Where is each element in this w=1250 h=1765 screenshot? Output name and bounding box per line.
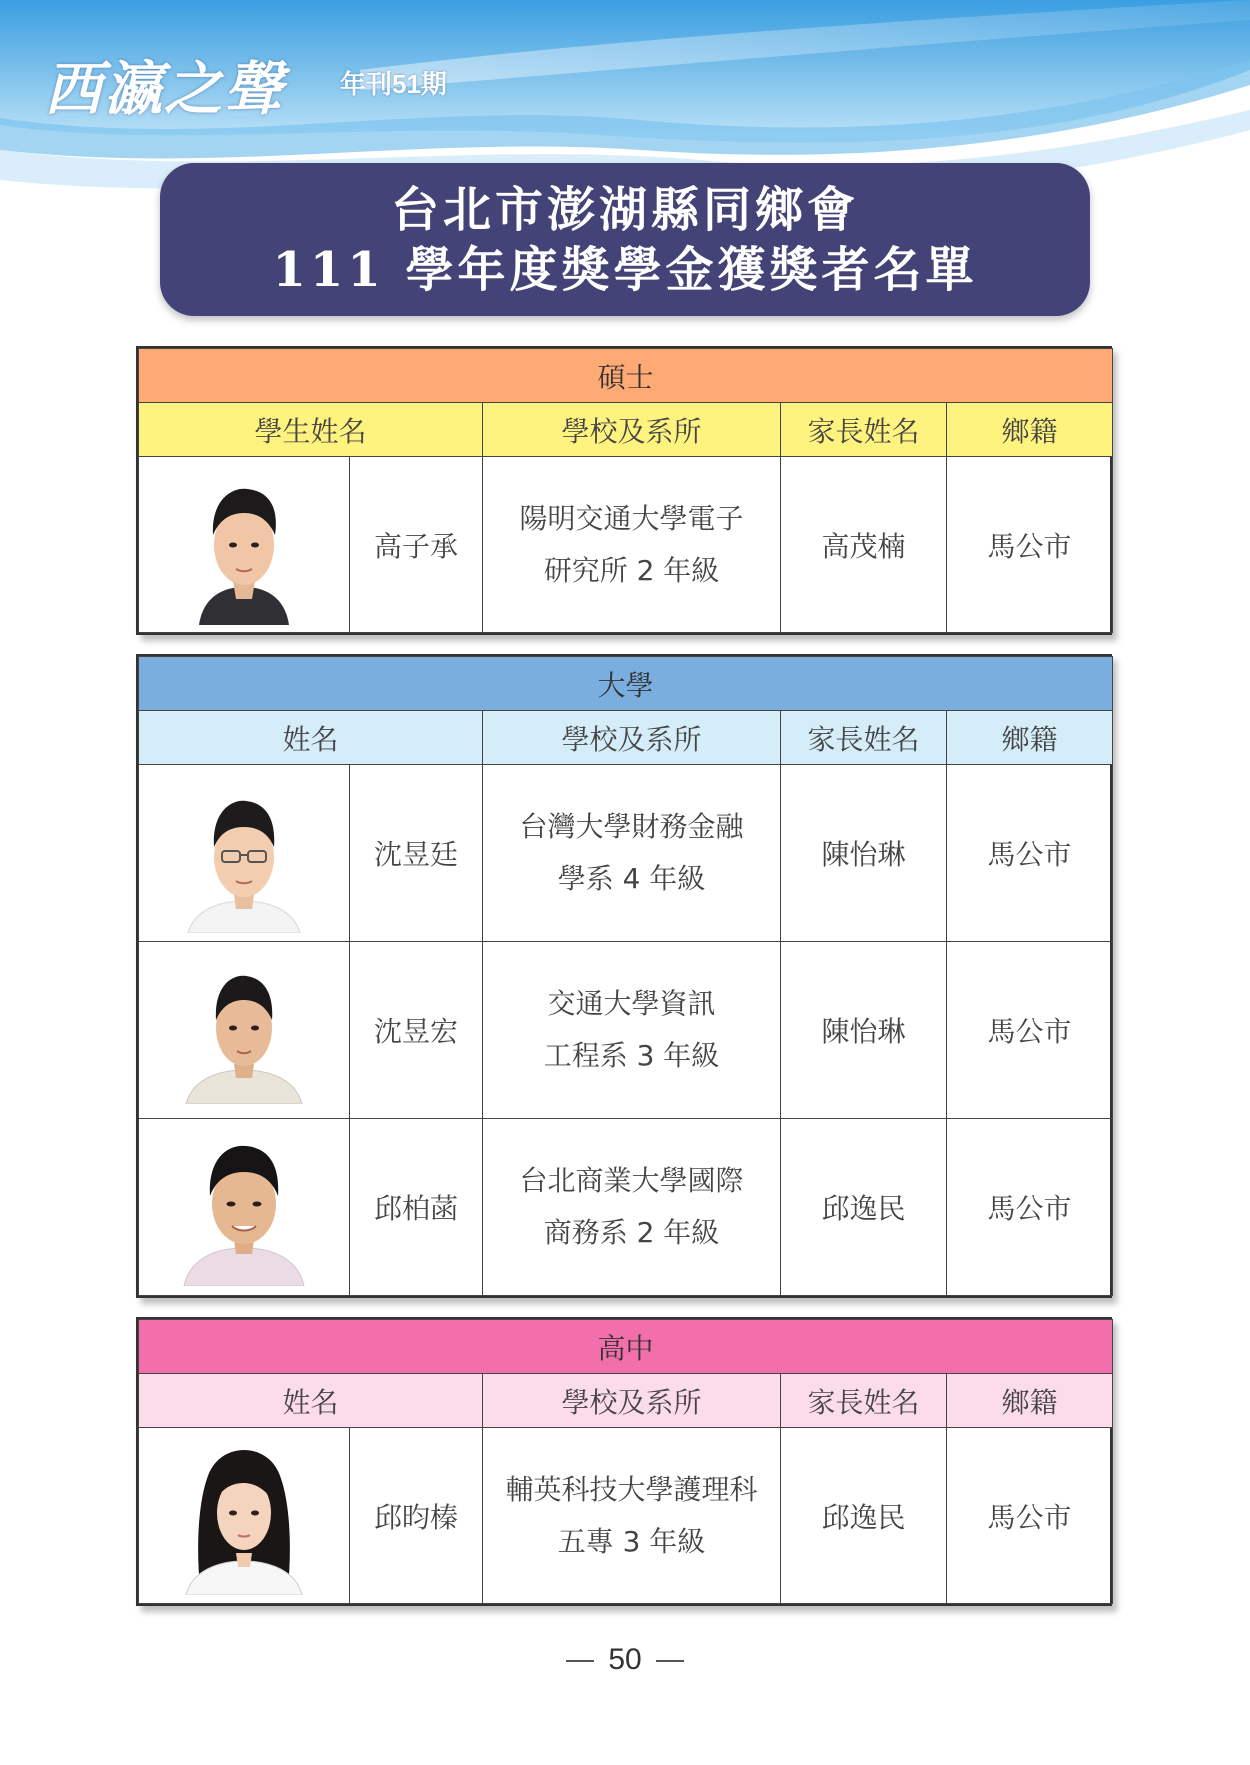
hometown: 馬公市 bbox=[947, 1428, 1113, 1604]
table-row bbox=[139, 765, 1113, 942]
page-number-dash-left bbox=[566, 1660, 594, 1662]
student-photo-portrait bbox=[189, 465, 299, 625]
section-masters bbox=[136, 346, 1112, 635]
table-row bbox=[139, 457, 1113, 633]
magazine-logo: 西瀛之聲 bbox=[44, 55, 285, 123]
table-row bbox=[139, 1119, 1113, 1296]
page-title-line1: 台北市澎湖縣同鄉會 bbox=[390, 181, 859, 238]
parent-name: 高茂楠 bbox=[781, 457, 947, 633]
school-dept-line2: 研究所 2 年級 bbox=[543, 553, 720, 587]
section-university bbox=[136, 654, 1112, 1298]
issue-label: 年刊51期 bbox=[340, 69, 447, 99]
parent-name: 陳怡琳 bbox=[781, 765, 947, 942]
student-photo-portrait bbox=[182, 1437, 306, 1595]
category-header: 高中 bbox=[139, 1320, 1113, 1374]
student-photo bbox=[139, 1428, 350, 1604]
page-title-line2: 111 學年度獎學金獲獎者名單 bbox=[272, 241, 978, 298]
school-dept-line2: 五專 3 年級 bbox=[557, 1524, 706, 1558]
column-header-hometown: 鄉籍 bbox=[947, 403, 1113, 457]
school-dept-line1: 輔英科技大學護理科 bbox=[505, 1472, 758, 1506]
school-dept-line1: 台灣大學財務金融 bbox=[519, 810, 744, 843]
student-photo-portrait bbox=[182, 773, 306, 933]
school-dept bbox=[483, 1428, 781, 1604]
student-photo bbox=[139, 457, 350, 633]
column-header-school: 學校及系所 bbox=[483, 403, 781, 457]
school-dept bbox=[483, 942, 781, 1119]
column-header-school: 學校及系所 bbox=[483, 711, 781, 765]
parent-name: 邱逸民 bbox=[781, 1428, 947, 1604]
school-dept-line2: 工程系 3 年級 bbox=[543, 1039, 720, 1072]
column-header-hometown: 鄉籍 bbox=[947, 711, 1113, 765]
student-photo bbox=[139, 942, 350, 1119]
page-number-text: 50 bbox=[608, 1643, 642, 1676]
school-dept-line1: 陽明交通大學電子 bbox=[519, 501, 744, 535]
column-header-name: 姓名 bbox=[139, 711, 483, 765]
page-number-dash-right bbox=[656, 1660, 684, 1662]
student-name: 沈昱廷 bbox=[350, 765, 483, 942]
column-header-parent: 家長姓名 bbox=[781, 1374, 947, 1428]
school-dept-line1: 台北商業大學國際 bbox=[519, 1164, 744, 1197]
student-photo bbox=[139, 765, 350, 942]
column-header-name: 姓名 bbox=[139, 1374, 483, 1428]
section-highschool bbox=[136, 1317, 1112, 1606]
hometown: 馬公市 bbox=[947, 942, 1113, 1119]
student-photo-portrait bbox=[182, 956, 306, 1104]
school-dept bbox=[483, 765, 781, 942]
table-row bbox=[139, 942, 1113, 1119]
page-number bbox=[0, 1643, 1250, 1677]
category-header: 碩士 bbox=[139, 349, 1113, 403]
table-row bbox=[139, 1428, 1113, 1604]
column-header-hometown: 鄉籍 bbox=[947, 1374, 1113, 1428]
hometown: 馬公市 bbox=[947, 1119, 1113, 1296]
hometown: 馬公市 bbox=[947, 457, 1113, 633]
column-header-parent: 家長姓名 bbox=[781, 403, 947, 457]
category-header: 大學 bbox=[139, 657, 1113, 711]
page-title-box bbox=[160, 163, 1090, 316]
school-dept bbox=[483, 457, 781, 633]
school-dept-line1: 交通大學資訊 bbox=[547, 987, 716, 1020]
student-name: 邱昀榛 bbox=[350, 1428, 483, 1604]
column-header-parent: 家長姓名 bbox=[781, 711, 947, 765]
student-name: 高子承 bbox=[350, 457, 483, 633]
student-name: 沈昱宏 bbox=[350, 942, 483, 1119]
column-header-school: 學校及系所 bbox=[483, 1374, 781, 1428]
student-name: 邱柏菡 bbox=[350, 1119, 483, 1296]
student-photo-portrait bbox=[182, 1128, 306, 1286]
student-photo bbox=[139, 1119, 350, 1296]
school-dept bbox=[483, 1119, 781, 1296]
school-dept-line2: 商務系 2 年級 bbox=[543, 1216, 720, 1249]
parent-name: 邱逸民 bbox=[781, 1119, 947, 1296]
parent-name: 陳怡琳 bbox=[781, 942, 947, 1119]
column-header-name: 學生姓名 bbox=[139, 403, 483, 457]
hometown: 馬公市 bbox=[947, 765, 1113, 942]
school-dept-line2: 學系 4 年級 bbox=[557, 862, 706, 895]
